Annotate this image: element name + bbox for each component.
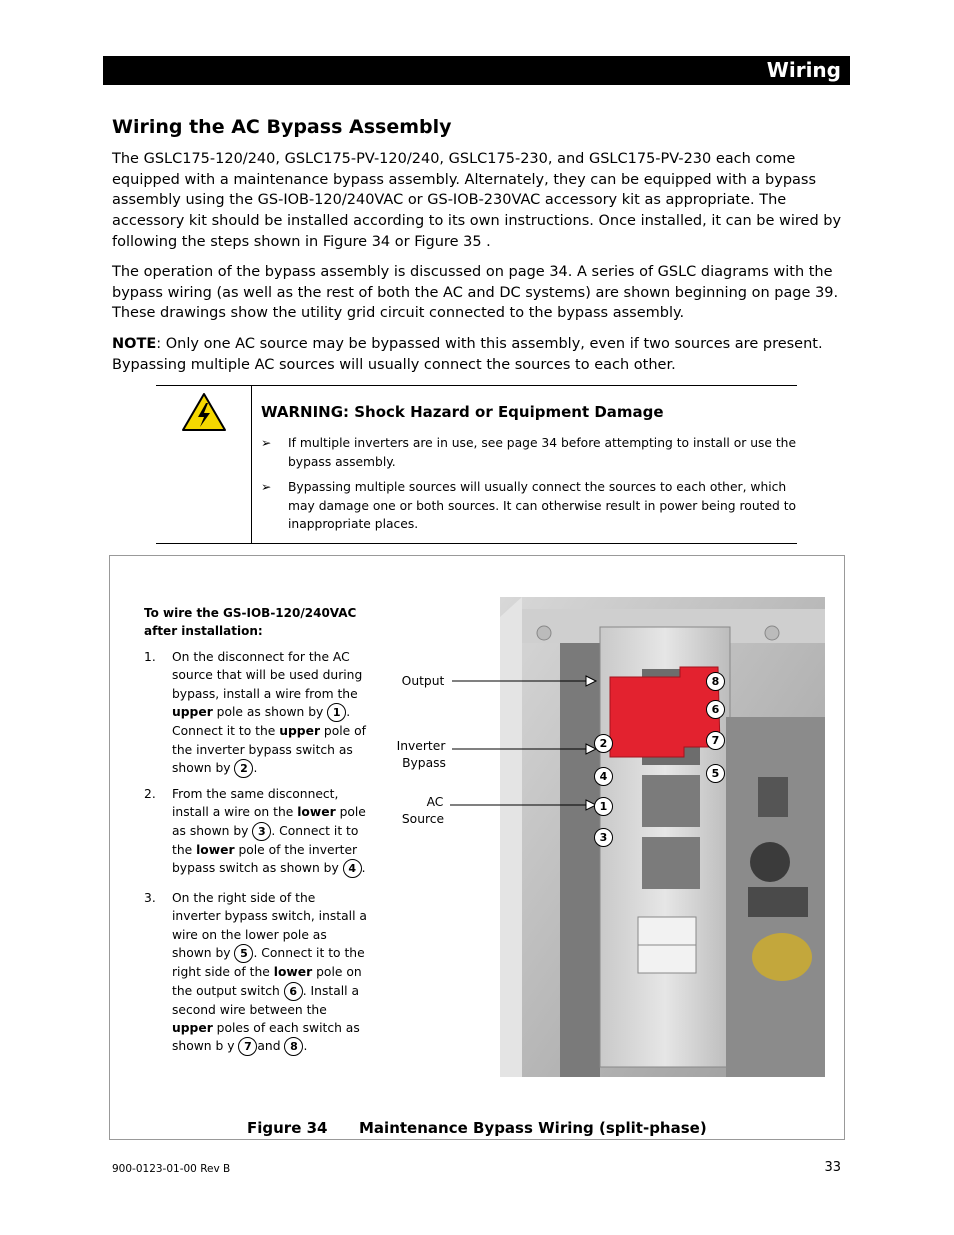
paragraph-1: The GSLC175-120/240, GSLC175-PV-120/240, GSLC175-230, and GSLC175-PV-230 each come equipped with a maintenance bypass assembly. Alternately, they can be equipped with a bypass assembly using the GS-IOB-120/240VAC or GS-IOB-230VAC accessory kit as appropriate. The accessory kit should be installed according to its own instructions. Once installed, it can be wired by following the steps shown in Figure 34 or Figure 35 .: [112, 151, 842, 250]
warning-item-text: If multiple inverters are in use, see page 34 before attempting to install or use the bypass assembly.: [288, 436, 797, 469]
callout-marker: 1: [327, 703, 346, 722]
callout-marker: 6: [284, 982, 303, 1001]
note-text: : Only one AC source may be bypassed with this assembly, even if two sources are present. Bypassing multiple AC sources will usually connect the sources to each other.: [112, 336, 823, 373]
ac-label: AC: [426, 795, 444, 809]
step-text: pole on the output switch: [172, 965, 362, 998]
step-text: and: [257, 1039, 285, 1054]
step-text: .: [361, 861, 366, 876]
callout-marker: 2: [234, 759, 253, 778]
callout-marker: 7: [238, 1037, 257, 1056]
step-text: .: [303, 1039, 308, 1054]
source-label: Source: [401, 812, 445, 826]
callout-marker: 5: [706, 764, 725, 783]
callout-marker: 8: [284, 1037, 303, 1056]
steps-title: To wire the GS-IOB-120/240VAC after installation:: [144, 606, 357, 638]
step-text: pole as shown by: [172, 805, 366, 838]
step-emphasis: lower: [297, 805, 336, 820]
step-text: poles of each switch as shown b y: [172, 1021, 360, 1054]
header-title: Wiring: [766, 58, 841, 82]
step-number: 3.: [144, 891, 156, 905]
step-text: pole of the inverter bypass switch as shown by: [172, 842, 358, 876]
step-text: . Connect it to the right side of the: [172, 946, 365, 980]
callout-marker: 1: [594, 797, 613, 816]
output-label: Output: [401, 674, 445, 688]
paragraph-2: The operation of the bypass assembly is discussed on page 34. A series of GSLC diagrams with the bypass wiring (as well as the rest of both the AC and DC systems) are shown beginning on page 39. These drawings show the utility grid circuit connected to the bypass assembly.: [112, 264, 839, 322]
step-text: On the right side of the inverter bypass switch, install a wire on the lower pole as shown by: [172, 891, 367, 961]
bypass-label: Bypass: [402, 756, 446, 770]
section-title: Wiring the AC Bypass Assembly: [112, 116, 452, 138]
step-text: pole of the inverter bypass switch as shown by: [172, 724, 366, 776]
step-text: pole as shown by: [212, 705, 328, 720]
warning-title: WARNING: Shock Hazard or Equipment Damage: [261, 403, 664, 421]
step-text: . Install a second wire between the: [172, 983, 360, 1017]
callout-marker: 4: [594, 767, 613, 786]
callout-marker: 5: [234, 944, 253, 963]
bullet-arrow-icon: ➢: [261, 436, 272, 450]
step-text: From the same disconnect, install a wire on the: [172, 787, 339, 820]
step-emphasis: upper: [172, 705, 213, 720]
step-text: .: [253, 761, 258, 776]
callout-marker: 3: [594, 828, 613, 847]
step-text: . Connect it to the: [172, 705, 351, 739]
note-label: NOTE: [112, 336, 157, 352]
callout-marker: 8: [706, 672, 725, 691]
callout-marker: 6: [706, 700, 725, 719]
step-emphasis: lower: [273, 965, 313, 980]
bullet-arrow-icon: ➢: [261, 480, 272, 494]
figure-caption-number: Figure 34: [247, 1119, 328, 1137]
callout-marker: 2: [594, 734, 613, 753]
step-text: On the disconnect for the AC source that will be used during bypass, install a wire from the: [172, 650, 363, 701]
document-number: 900-0123-01-00 Rev B: [112, 1163, 231, 1175]
warning-item-text: Bypassing multiple sources will usually connect the sources to each other, which may damage one or both sources. It can otherwise result in power being routed to inappropriate places.: [288, 480, 797, 531]
step-emphasis: upper: [279, 724, 321, 739]
callout-marker: 4: [343, 859, 362, 878]
step-number: 1.: [144, 650, 156, 664]
page-number: 33: [824, 1160, 841, 1175]
step-emphasis: upper: [172, 1021, 213, 1036]
step-text: . Connect it to the: [172, 823, 359, 857]
inverter-label: Inverter: [396, 739, 446, 753]
callout-marker: 3: [252, 822, 271, 841]
figure-caption-text: Maintenance Bypass Wiring (split-phase): [359, 1119, 707, 1137]
step-number: 2.: [144, 787, 156, 801]
step-emphasis: lower: [196, 842, 235, 857]
callout-marker: 7: [706, 731, 725, 750]
